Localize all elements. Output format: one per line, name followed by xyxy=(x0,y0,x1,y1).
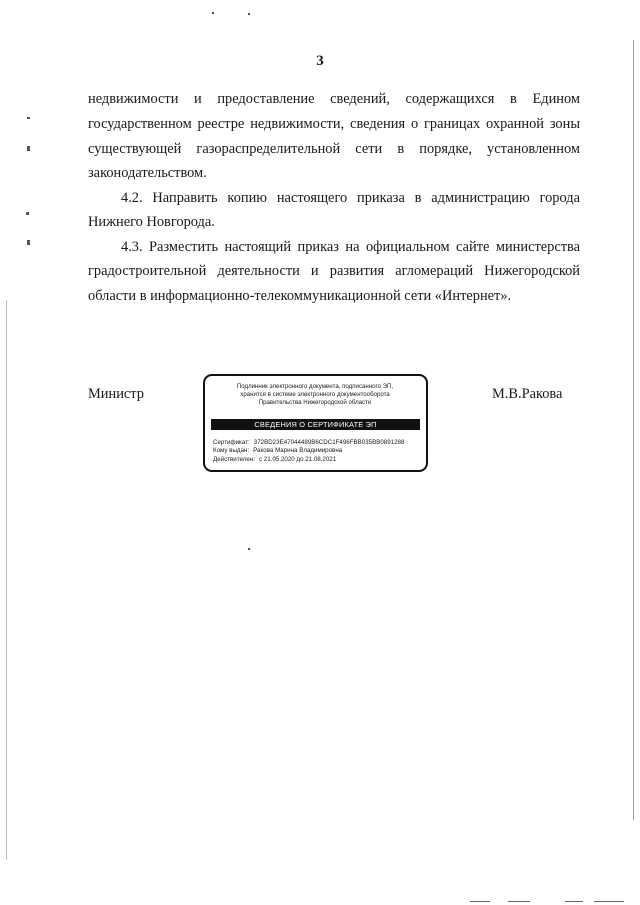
certificate-row xyxy=(213,439,425,447)
scan-speck xyxy=(27,146,30,151)
scan-speck xyxy=(248,548,250,550)
body-line: области в информационно-телекоммуникационной сети «Интернет». xyxy=(88,288,512,304)
scan-speck xyxy=(248,13,250,15)
electronic-signature-stamp xyxy=(203,374,428,472)
scan-speck xyxy=(27,240,30,245)
scan-edge-dash xyxy=(470,901,490,902)
valid-value: с 21.05.2020 до 21.08.2021 xyxy=(258,455,337,463)
stamp-intro-line: хранится в системе электронного документооборота xyxy=(240,391,390,399)
issued-to-label: Кому выдан: xyxy=(213,447,250,455)
scan-edge-dash xyxy=(508,901,530,902)
scan-speck xyxy=(26,212,29,215)
body-line: законодательством. xyxy=(88,165,207,181)
body-line: государственном реестре недвижимости, сведения о границах охранной зоны xyxy=(88,116,580,132)
body-line: существующей газораспределительной сети в порядке, установленном xyxy=(88,141,580,157)
scan-speck xyxy=(27,117,30,119)
body-line: Нижнего Новгорода. xyxy=(88,214,215,230)
paragraph-4-2-line: 4.2. Направить копию настоящего приказа в администрацию города xyxy=(121,190,580,206)
scan-edge-line xyxy=(633,40,634,820)
stamp-intro-line: Правительства Нижегородской области xyxy=(258,399,372,407)
stamp-intro xyxy=(209,383,421,408)
page-number: 3 xyxy=(316,53,324,69)
valid-label: Действителен: xyxy=(213,455,255,463)
stamp-header: СВЕДЕНИЯ О СЕРТИФИКАТЕ ЭП xyxy=(211,419,420,430)
paragraph-4-3-line: 4.3. Разместить настоящий приказ на официальном сайте министерства xyxy=(121,239,580,255)
issued-to-row xyxy=(213,447,425,455)
signatory-name: М.В.Ракова xyxy=(492,386,563,402)
body-line: градостроительной деятельности и развития агломераций Нижегородской xyxy=(88,263,580,279)
certificate-label: Сертификат: xyxy=(213,439,250,446)
body-line: недвижимости и предоставление сведений, содержащихся в Едином xyxy=(88,91,580,107)
certificate-value: 372BD23E47044489B6CDC1F496FBB035BB0891288 xyxy=(253,439,405,446)
stamp-details xyxy=(213,439,425,464)
signatory-position: Министр xyxy=(88,386,144,402)
scan-speck xyxy=(212,12,214,14)
issued-to-value: Ракова Марина Владимировна xyxy=(253,447,343,455)
scan-edge-dash xyxy=(594,901,624,902)
valid-row xyxy=(213,456,425,464)
stamp-intro-line: Подлинник электронного документа, подписанного ЭП, xyxy=(236,383,394,390)
scan-edge-line xyxy=(6,300,7,860)
scan-edge-dash xyxy=(565,901,583,902)
